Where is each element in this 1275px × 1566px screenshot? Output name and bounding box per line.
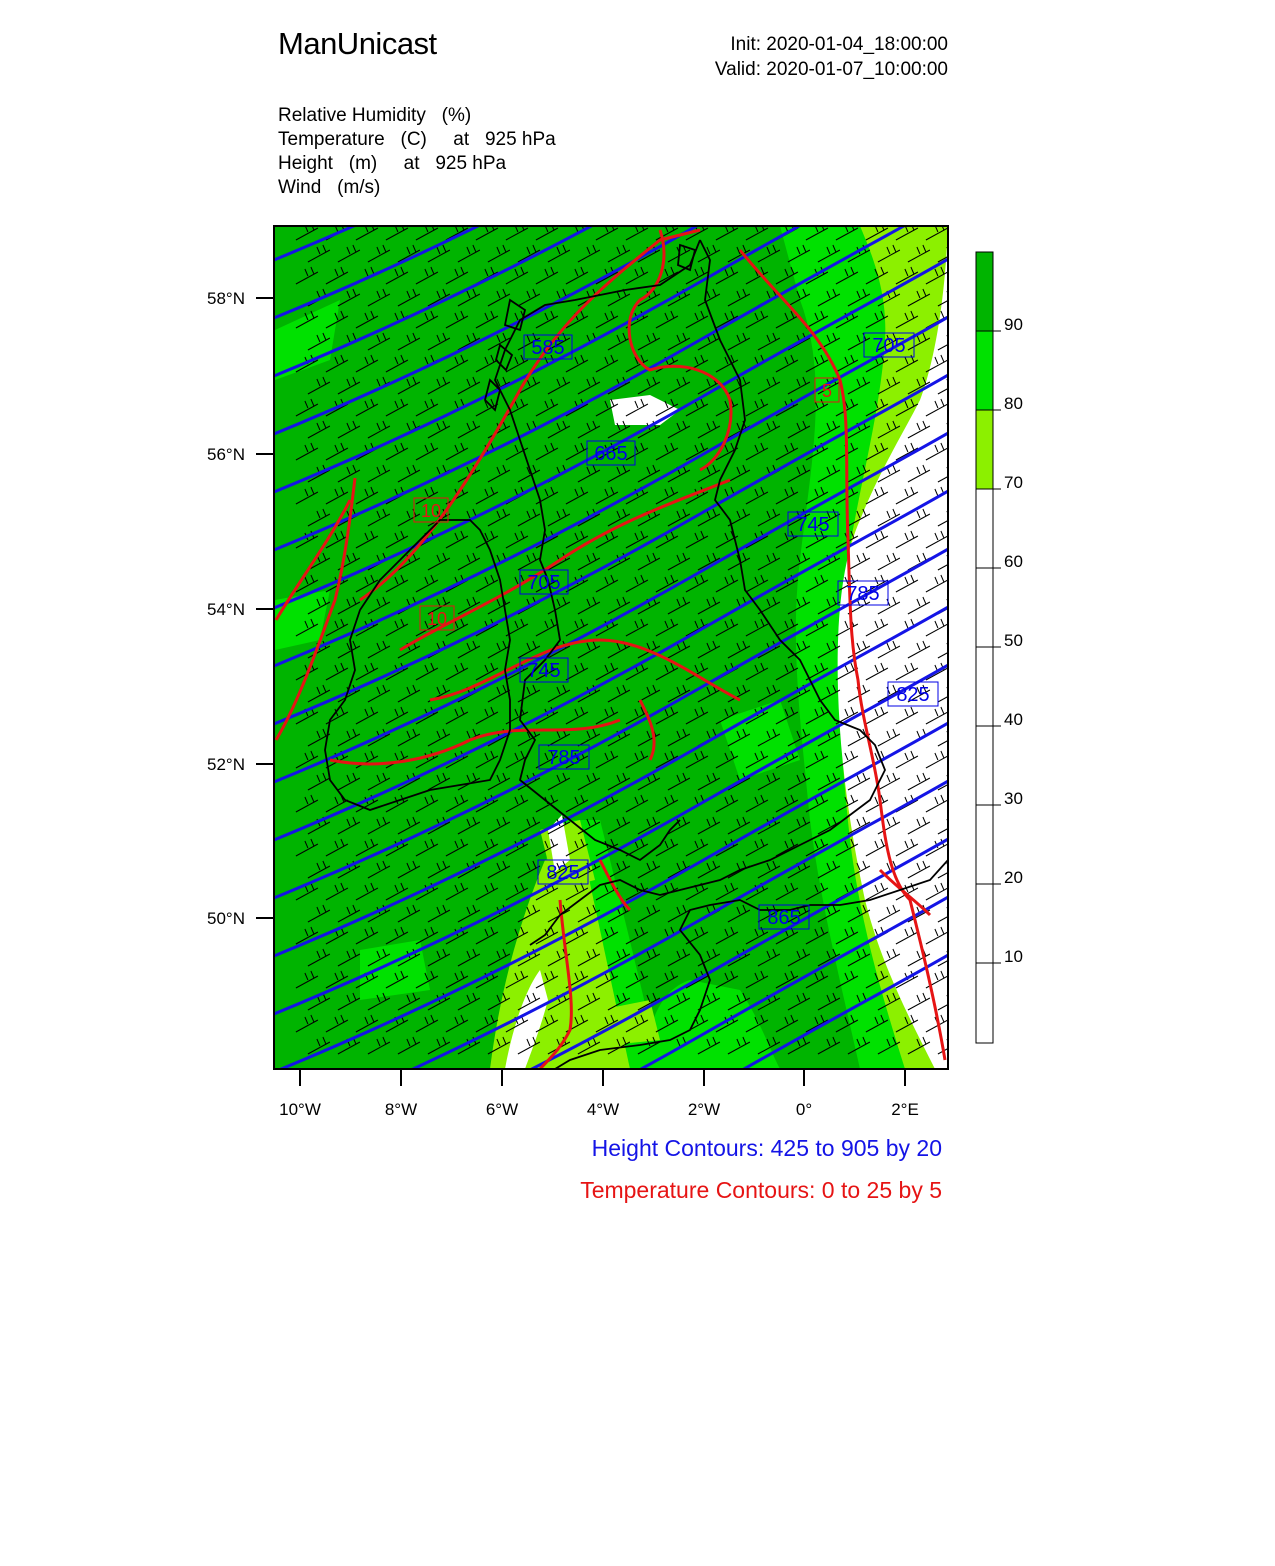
svg-text:785: 785 bbox=[846, 583, 880, 605]
colorbar-label: 90 bbox=[1004, 315, 1023, 334]
wind-barb bbox=[956, 443, 978, 460]
lat-tick-label: 56°N bbox=[207, 445, 245, 464]
height-contour-line bbox=[274, 0, 950, 260]
wind-barb bbox=[956, 883, 978, 900]
lon-tick-label: 10°W bbox=[279, 1100, 321, 1119]
svg-text:705: 705 bbox=[527, 572, 561, 594]
app-title: ManUnicast bbox=[278, 26, 437, 61]
svg-text:10: 10 bbox=[426, 609, 448, 629]
lon-tick-label: 8°W bbox=[384, 1100, 418, 1119]
colorbar-label: 60 bbox=[1004, 552, 1023, 571]
field-wind: Wind (m/s) bbox=[278, 177, 381, 198]
wind-barb bbox=[956, 223, 978, 240]
wind-barb bbox=[956, 795, 978, 812]
wind-barb bbox=[956, 1015, 978, 1032]
colorbar-label: 10 bbox=[1004, 947, 1023, 966]
valid-time: Valid: 2020-01-07_10:00:00 bbox=[714, 59, 948, 80]
svg-text:5: 5 bbox=[821, 381, 833, 401]
colorbar-label: 50 bbox=[1004, 631, 1023, 650]
wind-barb bbox=[956, 267, 978, 284]
svg-text:825: 825 bbox=[896, 684, 930, 706]
longitude-axis bbox=[279, 1069, 919, 1119]
latitude-axis bbox=[207, 289, 274, 928]
svg-text:585: 585 bbox=[531, 337, 565, 359]
colorbar-label: 20 bbox=[1004, 868, 1023, 887]
svg-text:785: 785 bbox=[547, 747, 581, 769]
svg-text:705: 705 bbox=[872, 335, 906, 357]
lon-tick-label: 6°W bbox=[485, 1100, 519, 1119]
lon-tick-label: 2°W bbox=[687, 1100, 721, 1119]
wind-barb bbox=[956, 399, 978, 416]
wind-barb bbox=[956, 355, 978, 372]
lat-tick-label: 58°N bbox=[207, 289, 245, 308]
map-plot-area bbox=[274, 0, 990, 1304]
svg-text:865: 865 bbox=[767, 907, 801, 929]
svg-text:665: 665 bbox=[594, 443, 628, 465]
wind-barb bbox=[956, 619, 978, 636]
init-time: Init: 2020-01-04_18:00:00 bbox=[730, 34, 948, 55]
colorbar-label: 70 bbox=[1004, 473, 1023, 492]
wind-barb bbox=[956, 575, 978, 592]
field-relative-humidity: Relative Humidity (%) bbox=[278, 105, 472, 126]
wind-barb bbox=[956, 839, 978, 856]
lon-tick-label: 4°W bbox=[586, 1100, 620, 1119]
svg-text:745: 745 bbox=[527, 660, 561, 682]
field-temperature: Temperature (C) at 925 hPa bbox=[278, 129, 556, 150]
wind-barb bbox=[956, 707, 978, 724]
wind-barb bbox=[956, 971, 978, 988]
field-height: Height (m) at 925 hPa bbox=[278, 153, 507, 174]
lon-tick-label: 0° bbox=[795, 1100, 813, 1119]
height-contour-line bbox=[274, 0, 950, 202]
colorbar-box-70-80 bbox=[976, 410, 993, 489]
wind-barb bbox=[956, 531, 978, 548]
wind-barb bbox=[956, 311, 978, 328]
svg-text:825: 825 bbox=[546, 862, 580, 884]
temperature-contours-legend: Temperature Contours: 0 to 25 by 5 bbox=[580, 1177, 942, 1203]
lat-tick-label: 50°N bbox=[207, 909, 245, 928]
lon-tick-label: 2°E bbox=[891, 1100, 919, 1119]
wind-barb bbox=[956, 487, 978, 504]
lat-tick-label: 52°N bbox=[207, 755, 245, 774]
colorbar-label: 80 bbox=[1004, 394, 1023, 413]
wind-barb bbox=[956, 663, 978, 680]
colorbar-label: 30 bbox=[1004, 789, 1023, 808]
colorbar-box-90-100 bbox=[976, 252, 993, 331]
height-contours-legend: Height Contours: 425 to 905 by 20 bbox=[591, 1135, 942, 1161]
colorbar bbox=[976, 252, 1023, 1043]
wind-barb bbox=[956, 927, 978, 944]
svg-text:745: 745 bbox=[796, 514, 830, 536]
svg-text:10: 10 bbox=[420, 501, 442, 521]
lat-tick-label: 54°N bbox=[207, 600, 245, 619]
colorbar-box-below-70 bbox=[976, 489, 993, 1043]
wind-barb bbox=[956, 751, 978, 768]
colorbar-box-80-90 bbox=[976, 331, 993, 410]
colorbar-label: 40 bbox=[1004, 710, 1023, 729]
